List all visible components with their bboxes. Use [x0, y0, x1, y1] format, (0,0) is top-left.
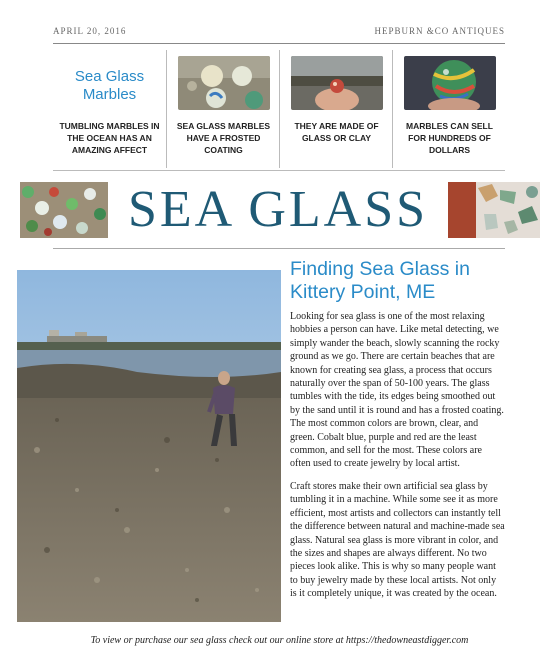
marble-in-hand-photo: [291, 56, 383, 110]
top-rule: [53, 43, 505, 44]
sea-glass-photo-left: [20, 182, 108, 238]
teaser-caption: MARBLES CAN SELL FOR HUNDREDS OF DOLLARS: [406, 121, 493, 155]
teaser-3: [279, 50, 393, 168]
teaser-caption: THEY ARE MADE OF GLASS OR CLAY: [294, 121, 379, 143]
teaser-2: [166, 50, 280, 168]
teaser-row: [53, 50, 505, 168]
teaser-title: Sea Glass Marbles: [74, 68, 145, 103]
teaser-4: [392, 50, 506, 168]
masthead-title: SEA GLASS: [127, 181, 429, 238]
teaser-caption: SEA GLASS MARBLES HAVE A FROSTED COATING: [176, 121, 271, 155]
glass-marble-photo: [404, 56, 496, 110]
issue-date: APRIL 20, 2016: [53, 26, 127, 36]
article-title: Finding Sea Glass in Kittery Point, ME: [290, 258, 470, 303]
teaser-1: [53, 50, 166, 168]
marbles-photo: [178, 56, 270, 110]
beach-photo: [17, 270, 281, 622]
article: [290, 258, 505, 601]
sea-glass-photo-right: [448, 182, 540, 238]
masthead: [20, 182, 540, 238]
footer-note: To view or purchase our sea glass check out our online store at https://thedowneastdigger.com: [90, 635, 469, 646]
article-paragraph: Looking for sea glass is one of the most relaxing hobbies a person can have. Like metal detecting, we simply wander the beach, slowly scanning the rocky ground as we go. There are certain beaches that are known for creating sea glass, a process that occurs naturally over the span of 50-100 years. The glass tumbles with the tide, its edges being smoothed out by the sand until it is round and has a frosted coating. The most common colors are brown, clear, and green. Cobalt blue, purple and red are the least common, and sell for the most. These colors are often used to create jewelry by local artist.: [290, 311, 504, 470]
brand-name: HEPBURN &CO ANTIQUES: [374, 26, 505, 36]
masthead-bottom-rule: [53, 248, 505, 249]
teaser-bottom-rule: [53, 170, 505, 171]
teaser-caption: TUMBLING MARBLES IN THE OCEAN HAS AN AMAZING AFFECT: [59, 121, 160, 155]
article-paragraph: Craft stores make their own artificial sea glass by tumbling it in a machine. While some see it as more efficient, most artists and collectors can instantly tell the difference between natural and machine-made sea glass. Natural sea glass is more vibrant in color, and the sizes and shapes are always different. No two pieces look alike. This is why so many people want to buy jewelry made by these local artists. Not only is it completely unique, it was created by the ocean.: [290, 480, 505, 600]
